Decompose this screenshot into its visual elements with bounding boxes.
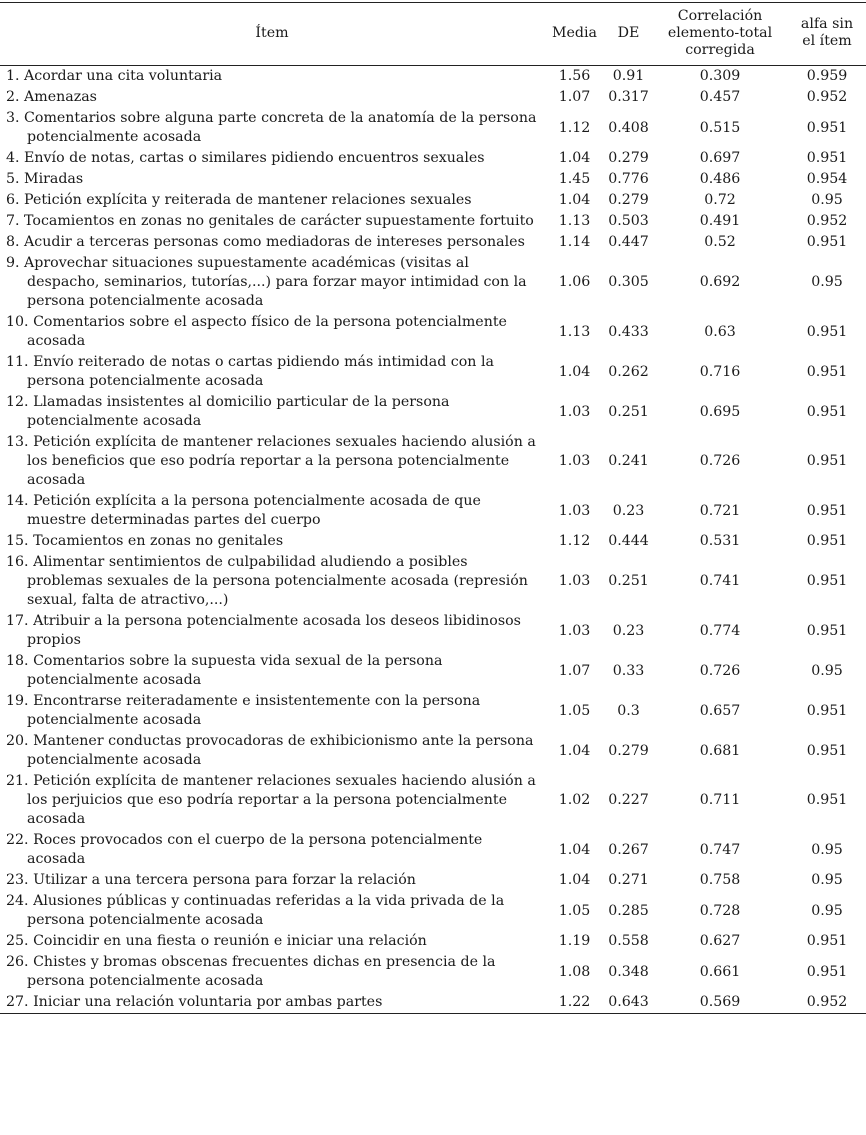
sd-cell: 0.91 (612, 68, 645, 84)
alpha-cell: 0.95 (811, 841, 843, 858)
correlation-cell: 0.661 (699, 963, 741, 980)
item-text: 11. Envío reiterado de notas o cartas pidiendo más intimidad con la persona potencialmente acosada (6, 354, 494, 389)
table-row (0, 771, 866, 830)
item-text: 12. Llamadas insistentes al domicilio particular de la persona potencialmente acosada (6, 394, 450, 429)
correlation-cell: 0.728 (699, 902, 741, 919)
item-text-cell (0, 190, 544, 211)
mean-cell: 1.05 (558, 702, 591, 719)
table-row (0, 830, 866, 870)
alpha-cell: 0.951 (806, 323, 848, 340)
correlation-cell: 0.711 (699, 792, 741, 808)
item-text-cell (0, 952, 544, 992)
mean-cell: 1.02 (558, 792, 591, 808)
alpha-cell: 0.951 (806, 933, 848, 949)
correlation-cell: 0.726 (699, 453, 741, 469)
table-row (0, 891, 866, 931)
alpha-cell: 0.954 (806, 171, 848, 187)
header-corr-line-2: elemento-total (667, 24, 773, 41)
item-text: 2. Amenazas (6, 89, 97, 105)
item-text: 9. Aprovechar situaciones supuestamente académicas (visitas al despacho, seminarios, tutorías,...) para forzar mayor intimidad con la persona potencialmente acosada (6, 255, 527, 309)
item-text: 20. Mantener conductas provocadoras de exhibicionismo ante la persona potencialmente acosada (6, 733, 534, 768)
mean-cell: 1.19 (558, 933, 591, 949)
item-text-cell (0, 552, 544, 611)
alpha-cell: 0.951 (806, 150, 848, 166)
sd-cell: 0.643 (605, 992, 652, 1014)
alpha-cell: 0.952 (806, 89, 848, 105)
sd-cell: 0.262 (608, 363, 649, 380)
sd-cell: 0.227 (608, 792, 649, 808)
item-text: 13. Petición explícita de mantener relaciones sexuales haciendo alusión a los beneficios que eso podría reportar a la persona potencialmente acosada (6, 434, 536, 488)
item-text-cell (0, 432, 544, 491)
sd-cell: 0.503 (608, 213, 649, 229)
table-body (0, 66, 866, 1014)
table-row (0, 108, 866, 148)
alpha-cell: 0.95 (811, 274, 843, 290)
item-text-cell (0, 931, 544, 952)
item-text-cell (0, 870, 544, 891)
mean-cell: 1.04 (558, 363, 591, 380)
alpha-cell: 0.951 (806, 453, 848, 469)
item-text: 4. Envío de notas, cartas o similares pidiendo encuentros sexuales (6, 150, 485, 166)
table-row (0, 352, 866, 392)
sd-cell: 0.271 (608, 872, 649, 888)
table-row (0, 232, 866, 253)
mean-cell: 1.04 (558, 192, 591, 208)
alpha-cell: 0.951 (806, 502, 848, 519)
correlation-cell: 0.697 (699, 150, 741, 166)
item-text-cell (0, 531, 544, 552)
sd-cell: 0.279 (608, 192, 649, 208)
mean-cell: 1.13 (558, 213, 591, 229)
correlation-cell: 0.515 (699, 119, 741, 136)
item-text-cell (0, 731, 544, 771)
item-text-cell (0, 392, 544, 432)
table-row (0, 253, 866, 312)
correlation-cell: 0.695 (699, 403, 741, 420)
table-row (0, 992, 866, 1014)
table-row (0, 392, 866, 432)
item-text: 23. Utilizar a una tercera persona para forzar la relación (6, 872, 416, 888)
correlation-cell: 0.531 (699, 533, 741, 549)
alpha-cell: 0.951 (806, 234, 848, 250)
item-text-cell (0, 651, 544, 691)
alpha-cell: 0.951 (806, 119, 848, 136)
correlation-cell: 0.692 (699, 274, 741, 290)
table-row (0, 312, 866, 352)
mean-cell: 1.04 (558, 841, 591, 858)
sd-cell: 0.776 (608, 171, 649, 187)
table-row (0, 552, 866, 611)
item-text-cell (0, 611, 544, 651)
item-text: 22. Roces provocados con el cuerpo de la persona potencialmente acosada (6, 832, 483, 867)
alpha-cell: 0.951 (806, 702, 848, 719)
mean-cell: 1.03 (558, 622, 591, 639)
item-text: 7. Tocamientos en zonas no genitales de carácter supuestamente fortuito (6, 213, 534, 229)
item-statistics-table (0, 2, 866, 1014)
mean-cell: 1.22 (544, 992, 605, 1014)
sd-cell: 0.348 (608, 963, 649, 980)
table-row (0, 611, 866, 651)
mean-cell: 1.06 (558, 274, 591, 290)
item-text-cell (0, 491, 544, 531)
table-header (0, 3, 866, 66)
item-text: 18. Comentarios sobre la supuesta vida sexual de la persona potencialmente acosada (6, 653, 443, 688)
table-row (0, 87, 866, 108)
item-text-cell (0, 992, 544, 1014)
alpha-cell: 0.951 (806, 533, 848, 549)
header-item: Ítem (0, 3, 544, 66)
sd-cell: 0.285 (608, 902, 649, 919)
sd-cell: 0.33 (612, 662, 645, 679)
alpha-cell: 0.95 (811, 872, 843, 888)
item-text-cell (0, 169, 544, 190)
mean-cell: 1.04 (558, 742, 591, 759)
correlation-cell: 0.627 (699, 933, 741, 949)
table-row (0, 870, 866, 891)
correlation-cell: 0.721 (699, 502, 741, 519)
correlation-cell: 0.741 (699, 573, 741, 589)
mean-cell: 1.04 (558, 872, 591, 888)
correlation-cell: 0.726 (699, 662, 741, 679)
sd-cell: 0.305 (608, 274, 649, 290)
correlation-cell: 0.569 (652, 992, 788, 1014)
alpha-cell: 0.95 (811, 902, 843, 919)
table-row (0, 432, 866, 491)
item-text-cell (0, 691, 544, 731)
sd-cell: 0.23 (612, 622, 645, 639)
alpha-cell: 0.95 (811, 662, 843, 679)
correlation-cell: 0.457 (699, 89, 741, 105)
correlation-cell: 0.63 (704, 323, 736, 340)
item-text: 5. Miradas (6, 171, 84, 187)
header-row (0, 3, 866, 66)
mean-cell: 1.14 (558, 234, 591, 250)
header-corr-line-3: corregida (685, 41, 755, 58)
table-row (0, 731, 866, 771)
sd-cell: 0.23 (612, 502, 645, 519)
item-text: 14. Petición explícita a la persona potencialmente acosada de que muestre determinadas partes del cuerpo (6, 493, 481, 528)
header-alpha-if-deleted (788, 3, 866, 66)
sd-cell: 0.444 (608, 533, 649, 549)
correlation-cell: 0.774 (699, 622, 741, 639)
item-text: 19. Encontrarse reiteradamente e insistentemente con la persona potencialmente acosada (6, 693, 481, 728)
sd-cell: 0.279 (608, 150, 649, 166)
table-row (0, 66, 866, 88)
correlation-cell: 0.72 (704, 192, 736, 208)
mean-cell: 1.07 (558, 662, 591, 679)
item-text-cell (0, 771, 544, 830)
item-text: 6. Petición explícita y reiterada de mantener relaciones sexuales (6, 192, 472, 208)
correlation-cell: 0.486 (699, 171, 741, 187)
item-text-cell (0, 253, 544, 312)
table-row (0, 148, 866, 169)
item-text: 26. Chistes y bromas obscenas frecuentes dichas en presencia de la persona potencialmente acosada (6, 954, 496, 989)
item-text-cell (0, 891, 544, 931)
alpha-cell: 0.952 (788, 992, 866, 1014)
mean-cell: 1.03 (558, 403, 591, 420)
alpha-cell: 0.951 (806, 363, 848, 380)
alpha-cell: 0.951 (806, 403, 848, 420)
item-text: 3. Comentarios sobre alguna parte concreta de la anatomía de la persona potencialmente acosada (6, 110, 537, 145)
item-text-cell (0, 87, 544, 108)
sd-cell: 0.558 (608, 933, 649, 949)
mean-cell: 1.56 (558, 68, 591, 84)
mean-cell: 1.03 (558, 502, 591, 519)
header-corr-line-1: Correlación (677, 7, 763, 24)
item-text-cell (0, 312, 544, 352)
item-text: 24. Alusiones públicas y continuadas referidas a la vida privada de la persona potencialmente acosada (6, 893, 505, 928)
mean-cell: 1.13 (558, 323, 591, 340)
table-row (0, 190, 866, 211)
sd-cell: 0.408 (608, 119, 649, 136)
alpha-cell: 0.951 (806, 792, 848, 808)
table-row (0, 691, 866, 731)
item-text-cell (0, 108, 544, 148)
item-text: 25. Coincidir en una fiesta o reunión e iniciar una relación (6, 933, 427, 949)
correlation-cell: 0.747 (699, 841, 741, 858)
item-text-cell (0, 211, 544, 232)
header-alpha-line-2: el ítem (802, 33, 852, 49)
table-row (0, 952, 866, 992)
mean-cell: 1.04 (558, 150, 591, 166)
alpha-cell: 0.952 (806, 213, 848, 229)
alpha-cell: 0.951 (806, 742, 848, 759)
item-text-cell (0, 232, 544, 253)
correlation-cell: 0.758 (699, 872, 741, 888)
table-row (0, 169, 866, 190)
item-text: 21. Petición explícita de mantener relaciones sexuales haciendo alusión a los perjuicios que eso podría reportar a la persona potencialmente acosada (6, 773, 536, 827)
alpha-cell: 0.951 (806, 622, 848, 639)
correlation-cell: 0.52 (704, 234, 736, 250)
item-text-cell (0, 148, 544, 169)
mean-cell: 1.08 (558, 963, 591, 980)
mean-cell: 1.45 (558, 171, 591, 187)
correlation-cell: 0.657 (699, 702, 741, 719)
table-row (0, 491, 866, 531)
correlation-cell: 0.491 (699, 213, 741, 229)
correlation-cell: 0.681 (699, 742, 741, 759)
item-text: 17. Atribuir a la persona potencialmente acosada los deseos libidinosos propios (6, 613, 521, 648)
sd-cell: 0.279 (608, 742, 649, 759)
item-text-cell (0, 352, 544, 392)
table-row (0, 651, 866, 691)
correlation-cell: 0.716 (699, 363, 741, 380)
header-corrected-item-total-correlation (652, 3, 788, 66)
sd-cell: 0.251 (608, 403, 649, 420)
table-row (0, 211, 866, 232)
header-sd: DE (605, 3, 652, 66)
item-text-cell (0, 830, 544, 870)
mean-cell: 1.12 (558, 119, 591, 136)
item-text: 16. Alimentar sentimientos de culpabilidad aludiendo a posibles problemas sexuales de la persona potencialmente acosada (represión sexual, falta de atractivo,...) (6, 554, 528, 608)
correlation-cell: 0.309 (699, 68, 741, 84)
alpha-cell: 0.951 (806, 963, 848, 980)
sd-cell: 0.317 (608, 89, 649, 105)
mean-cell: 1.05 (558, 902, 591, 919)
alpha-cell: 0.95 (811, 192, 843, 208)
table-row (0, 531, 866, 552)
item-text: 1. Acordar una cita voluntaria (6, 68, 223, 84)
sd-cell: 0.241 (608, 453, 649, 469)
alpha-cell: 0.951 (806, 573, 848, 589)
sd-cell: 0.447 (608, 234, 649, 250)
sd-cell: 0.3 (617, 702, 640, 719)
mean-cell: 1.07 (558, 89, 591, 105)
sd-cell: 0.251 (608, 573, 649, 589)
mean-cell: 1.03 (558, 453, 591, 469)
alpha-cell: 0.959 (806, 68, 848, 84)
mean-cell: 1.03 (558, 573, 591, 589)
header-alpha-line-1: alfa sin (800, 16, 854, 32)
item-text: 8. Acudir a terceras personas como mediadoras de intereses personales (6, 234, 525, 250)
item-text: 10. Comentarios sobre el aspecto físico de la persona potencialmente acosada (6, 314, 507, 349)
sd-cell: 0.433 (608, 323, 649, 340)
header-mean: Media (544, 3, 605, 66)
item-text: 27. Iniciar una relación voluntaria por ambas partes (6, 994, 383, 1010)
table-row (0, 931, 866, 952)
sd-cell: 0.267 (608, 841, 649, 858)
item-text-cell (0, 66, 544, 88)
mean-cell: 1.12 (558, 533, 591, 549)
item-text: 15. Tocamientos en zonas no genitales (6, 533, 284, 549)
